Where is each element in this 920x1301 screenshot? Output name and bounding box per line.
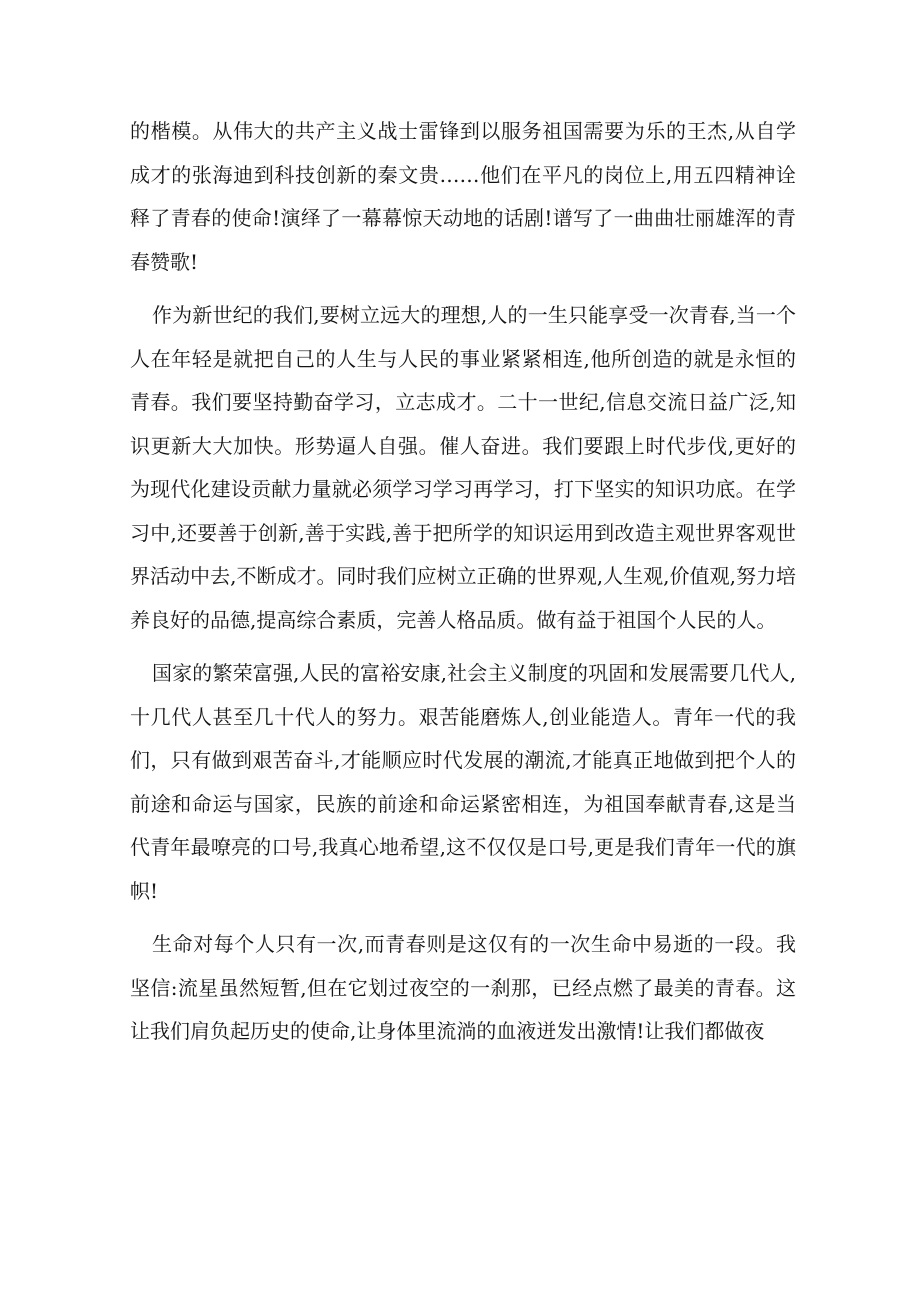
document-body [130, 110, 796, 1054]
paragraph-4: 生命对每个人只有一次,而青春则是这仅有的一次生命中易逝的一段。我坚信:流星虽然短暂,但在它划过夜空的一刹那，已经点燃了最美的青春。这让我们肩负起历史的使命,让身体里流淌的血液迸发出激情!让我们都做夜 [130, 932, 796, 1043]
paragraph-2: 作为新世纪的我们,要树立远大的理想,人的一生只能享受一次青春,当一个人在年轻是就把自己的人生与人民的事业紧紧相连,他所创造的就是永恒的青春。我们要坚持勤奋学习，立志成才。二十一世纪,信息交流日益广泛,知识更新大大加快。形势逼人自强。催人奋进。我们要跟上时代步伐,更好的为现代化建设贡献力量就必须学习学习再学习，打下坚实的知识功底。在学习中,还要善于创新,善于实践,善于把所学的知识运用到改造主观世界客观世界活动中去,不断成才。同时我们应树立正确的世界观,人生观,价值观,努力培养良好的品德,提高综合素质，完善人格品质。做有益于祖国个人民的人。 [130, 303, 796, 632]
paragraph-1: 的楷模。从伟大的共产主义战士雷锋到以服务祖国需要为乐的王杰,从自学成才的张海迪到科技创新的秦文贵……他们在平凡的岗位上,用五四精神诠释了青春的使命!演绎了一幕幕惊天动地的话剧!谱写了一曲曲壮丽雄浑的青春赞歌! [130, 119, 796, 274]
paragraph-3: 国家的繁荣富强,人民的富裕安康,社会主义制度的巩固和发展需要几代人,十几代人甚至几十代人的努力。艰苦能磨炼人,创业能造人。青年一代的我们，只有做到艰苦奋斗,才能顺应时代发展的潮流,才能真正地做到把个人的前途和命运与国家，民族的前途和命运紧密相连，为祖国奉献青春,这是当代青年最嘹亮的口号,我真心地希望,这不仅仅是口号,更是我们青年一代的旗帜! [130, 661, 796, 903]
